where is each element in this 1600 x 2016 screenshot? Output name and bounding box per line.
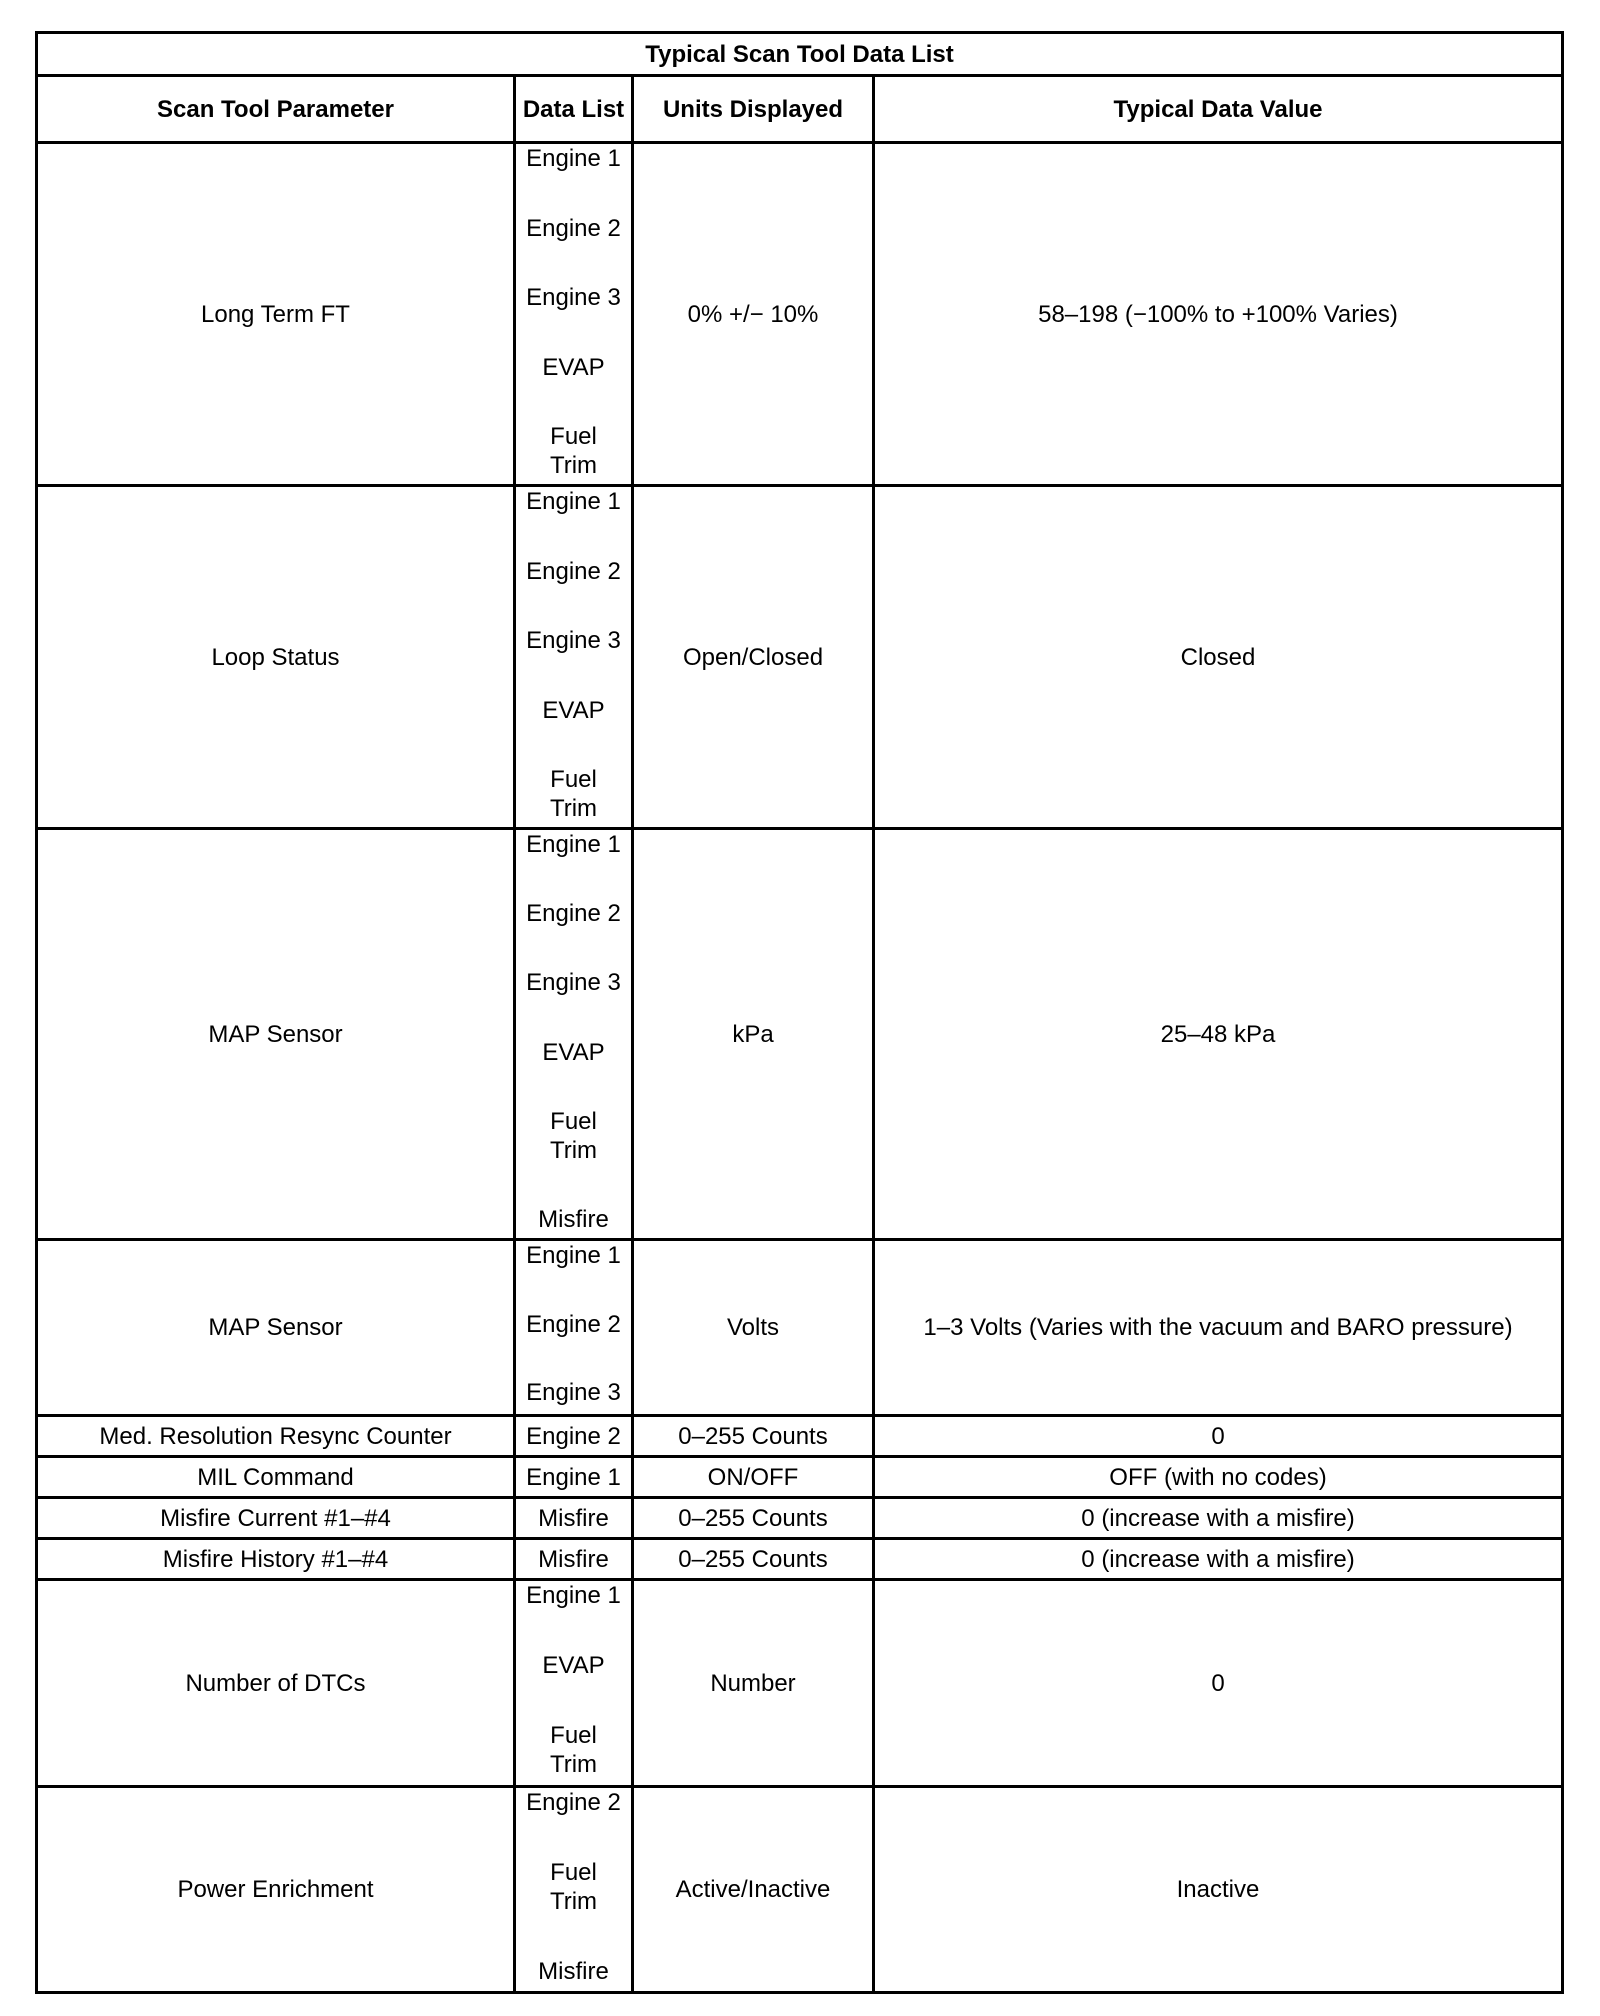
scan-tool-data-table <box>35 31 1564 1994</box>
data-list-items <box>516 1581 631 1779</box>
data-list-item: Misfire <box>538 1958 609 1985</box>
cell-units: Number <box>633 1580 874 1787</box>
data-list-item: Engine 3 <box>526 969 621 997</box>
header-data-list: Data List <box>515 76 633 143</box>
data-list-item: Misfire <box>538 1205 609 1233</box>
table-row <box>37 143 1563 486</box>
table-row <box>37 1416 1563 1457</box>
table-title: Typical Scan Tool Data List <box>37 33 1563 76</box>
cell-typical-value: 0 (increase with a misfire) <box>874 1539 1563 1580</box>
data-list-item: Engine 1 <box>526 488 621 515</box>
cell-typical-value: 25–48 kPa <box>874 829 1563 1240</box>
data-list-item: Engine 2 <box>526 900 621 928</box>
cell-data-list: Misfire <box>515 1498 633 1539</box>
cell-data-list: Misfire <box>515 1539 633 1580</box>
cell-units: 0–255 Counts <box>633 1498 874 1539</box>
cell-units: 0% +/− 10% <box>633 143 874 486</box>
cell-typical-value: OFF (with no codes) <box>874 1457 1563 1498</box>
cell-parameter: Power Enrichment <box>37 1787 515 1993</box>
data-list-item: Fuel Trim <box>549 1722 598 1778</box>
cell-parameter: Long Term FT <box>37 143 515 486</box>
cell-typical-value: 1–3 Volts (Varies with the vacuum and BARO pressure) <box>874 1240 1563 1416</box>
cell-units: kPa <box>633 829 874 1240</box>
data-list-item: Engine 2 <box>526 1789 621 1816</box>
data-list-items <box>516 830 631 1234</box>
cell-parameter: MAP Sensor <box>37 1240 515 1416</box>
header-typical-data-value: Typical Data Value <box>874 76 1563 143</box>
header-row <box>37 76 1563 143</box>
header-units-displayed: Units Displayed <box>633 76 874 143</box>
cell-typical-value: 0 (increase with a misfire) <box>874 1498 1563 1539</box>
table-row <box>37 1240 1563 1416</box>
table-row <box>37 1457 1563 1498</box>
data-list-item: Engine 3 <box>526 284 621 311</box>
cell-typical-value: Inactive <box>874 1787 1563 1993</box>
cell-typical-value: Closed <box>874 486 1563 829</box>
cell-units: 0–255 Counts <box>633 1539 874 1580</box>
table-body <box>37 143 1563 1993</box>
cell-parameter: Misfire Current #1–#4 <box>37 1498 515 1539</box>
data-list-item: EVAP <box>542 353 605 381</box>
cell-data-list <box>515 486 633 829</box>
cell-units: Active/Inactive <box>633 1787 874 1993</box>
cell-data-list <box>515 143 633 486</box>
data-list-item: Fuel Trim <box>549 1107 598 1164</box>
table-row <box>37 1498 1563 1539</box>
data-list-item: Engine 3 <box>526 1379 621 1406</box>
data-list-items <box>516 1241 631 1407</box>
data-list-item: Engine 1 <box>526 145 621 172</box>
cell-units: Volts <box>633 1240 874 1416</box>
data-list-item: Engine 1 <box>526 1242 621 1269</box>
cell-data-list: Engine 1 <box>515 1457 633 1498</box>
data-list-item: EVAP <box>542 696 605 724</box>
cell-units: Open/Closed <box>633 486 874 829</box>
data-list-item: Fuel Trim <box>549 1859 598 1915</box>
data-list-items <box>516 144 631 480</box>
table-row <box>37 486 1563 829</box>
cell-units: ON/OFF <box>633 1457 874 1498</box>
cell-data-list <box>515 829 633 1240</box>
cell-parameter: MIL Command <box>37 1457 515 1498</box>
table-row <box>37 1787 1563 1993</box>
table-row <box>37 1539 1563 1580</box>
cell-parameter: Loop Status <box>37 486 515 829</box>
cell-parameter: MAP Sensor <box>37 829 515 1240</box>
data-list-item: Engine 3 <box>526 627 621 654</box>
data-list-item: EVAP <box>542 1652 605 1679</box>
data-list-item: EVAP <box>542 1038 605 1066</box>
cell-typical-value: 58–198 (−100% to +100% Varies) <box>874 143 1563 486</box>
data-list-item: Engine 1 <box>526 831 621 858</box>
cell-data-list <box>515 1787 633 1993</box>
cell-typical-value: 0 <box>874 1416 1563 1457</box>
header-scan-tool-parameter: Scan Tool Parameter <box>37 76 515 143</box>
data-list-item: Fuel Trim <box>549 766 598 822</box>
data-list-items <box>516 1788 631 1986</box>
cell-units: 0–255 Counts <box>633 1416 874 1457</box>
table-row <box>37 829 1563 1240</box>
cell-parameter: Number of DTCs <box>37 1580 515 1787</box>
cell-data-list <box>515 1580 633 1787</box>
data-list-item: Engine 2 <box>526 557 621 585</box>
data-list-item: Engine 2 <box>526 1310 621 1338</box>
cell-parameter: Misfire History #1–#4 <box>37 1539 515 1580</box>
data-list-item: Engine 1 <box>526 1582 621 1609</box>
data-list-item: Fuel Trim <box>549 423 598 479</box>
data-list-items <box>516 487 631 823</box>
cell-parameter: Med. Resolution Resync Counter <box>37 1416 515 1457</box>
table-row <box>37 1580 1563 1787</box>
cell-data-list: Engine 2 <box>515 1416 633 1457</box>
data-list-item: Engine 2 <box>526 214 621 242</box>
cell-data-list <box>515 1240 633 1416</box>
cell-typical-value: 0 <box>874 1580 1563 1787</box>
